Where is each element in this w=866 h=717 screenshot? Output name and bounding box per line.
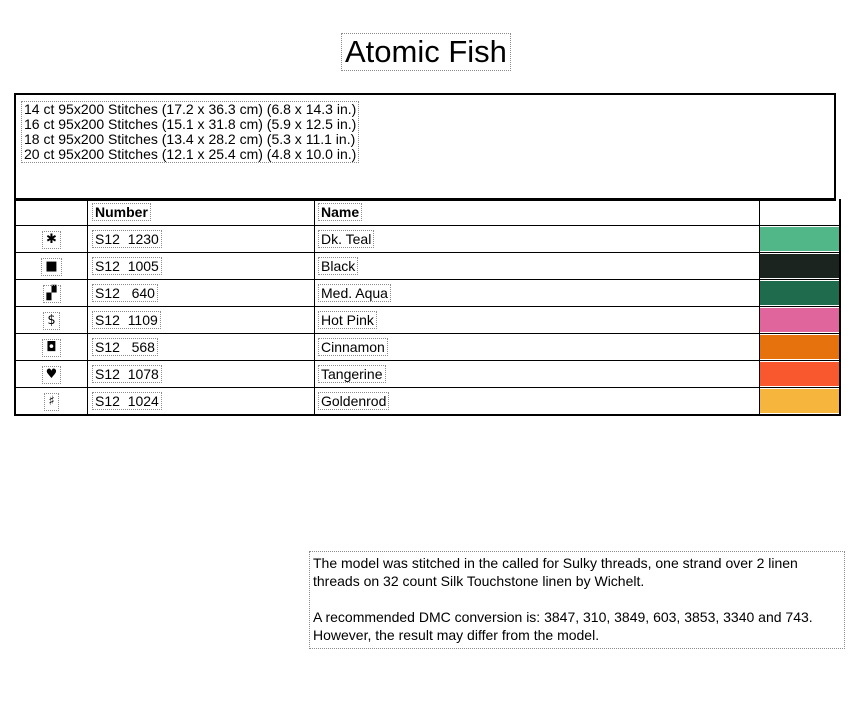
thread-name: Hot Pink: [321, 312, 374, 328]
thread-key-table: [14, 199, 841, 416]
thread-number: S12 1078: [95, 366, 159, 382]
heart-icon: ♥: [43, 367, 61, 383]
number-header: Number: [95, 204, 148, 220]
hash-icon: ♯: [45, 394, 57, 410]
filled-square-icon: ■: [42, 259, 60, 275]
dollar-icon: $: [44, 313, 58, 329]
diagonal-blocks-icon: ▞: [44, 286, 60, 302]
color-swatch: [760, 227, 839, 251]
thread-name: Black: [321, 258, 356, 274]
table-row: [15, 226, 840, 253]
thread-name: Cinnamon: [321, 339, 385, 355]
name-header: Name: [321, 204, 360, 220]
thread-number: S12 1109: [95, 312, 158, 328]
thread-number: S12 1230: [95, 231, 159, 247]
color-swatch: [760, 254, 839, 278]
table-header-row: [15, 199, 840, 226]
page-title: Atomic Fish: [342, 34, 510, 70]
thread-number: S12 1005: [95, 258, 159, 274]
table-row: [15, 307, 840, 334]
thread-number: S12 640: [95, 285, 155, 301]
notes-paragraph: A recommended DMC conversion is: 3847, 310, 3849, 603, 3853, 3340 and 743. However, the result may differ from the model.: [313, 609, 813, 643]
stitch-sizes-box: [14, 93, 836, 201]
color-header-cell: [760, 199, 841, 226]
hollow-square-icon: ◘: [43, 340, 59, 356]
table-row: [15, 361, 840, 388]
color-swatch: [760, 389, 839, 413]
stitch-size-line: 14 ct 95x200 Stitches (17.2 x 36.3 cm) (6.8 x 14.3 in.): [24, 101, 357, 117]
stitch-size-line: 20 ct 95x200 Stitches (12.1 x 25.4 cm) (4.8 x 10.0 in.): [24, 146, 357, 162]
color-swatch: [760, 281, 839, 305]
stitch-size-line: 16 ct 95x200 Stitches (15.1 x 31.8 cm) (5.9 x 12.5 in.): [24, 116, 357, 132]
thread-number: S12 568: [95, 339, 155, 355]
stitch-sizes-list: [22, 102, 358, 162]
table-row: [15, 280, 840, 307]
stitching-notes: [310, 552, 844, 648]
number-header-cell: [88, 199, 315, 226]
stitch-size-line: 18 ct 95x200 Stitches (13.4 x 28.2 cm) (5.3 x 11.1 in.): [24, 131, 356, 147]
thread-name: Med. Aqua: [321, 285, 388, 301]
asterisk-icon: ✱: [43, 232, 60, 248]
name-header-cell: [315, 199, 760, 226]
thread-name: Goldenrod: [321, 393, 387, 409]
notes-paragraph: The model was stitched in the called for Sulky threads, one strand over 2 linen threads on 32 count Silk Touchstone linen by Wichelt.: [313, 555, 798, 589]
color-swatch: [760, 362, 839, 386]
color-swatch: [760, 308, 839, 332]
table-row: [15, 253, 840, 280]
thread-name: Tangerine: [321, 366, 383, 382]
thread-number: S12 1024: [95, 393, 159, 409]
table-row: [15, 388, 840, 416]
thread-name: Dk. Teal: [321, 231, 372, 247]
table-row: [15, 334, 840, 361]
color-swatch: [760, 335, 839, 359]
symbol-header-cell: [15, 199, 88, 226]
